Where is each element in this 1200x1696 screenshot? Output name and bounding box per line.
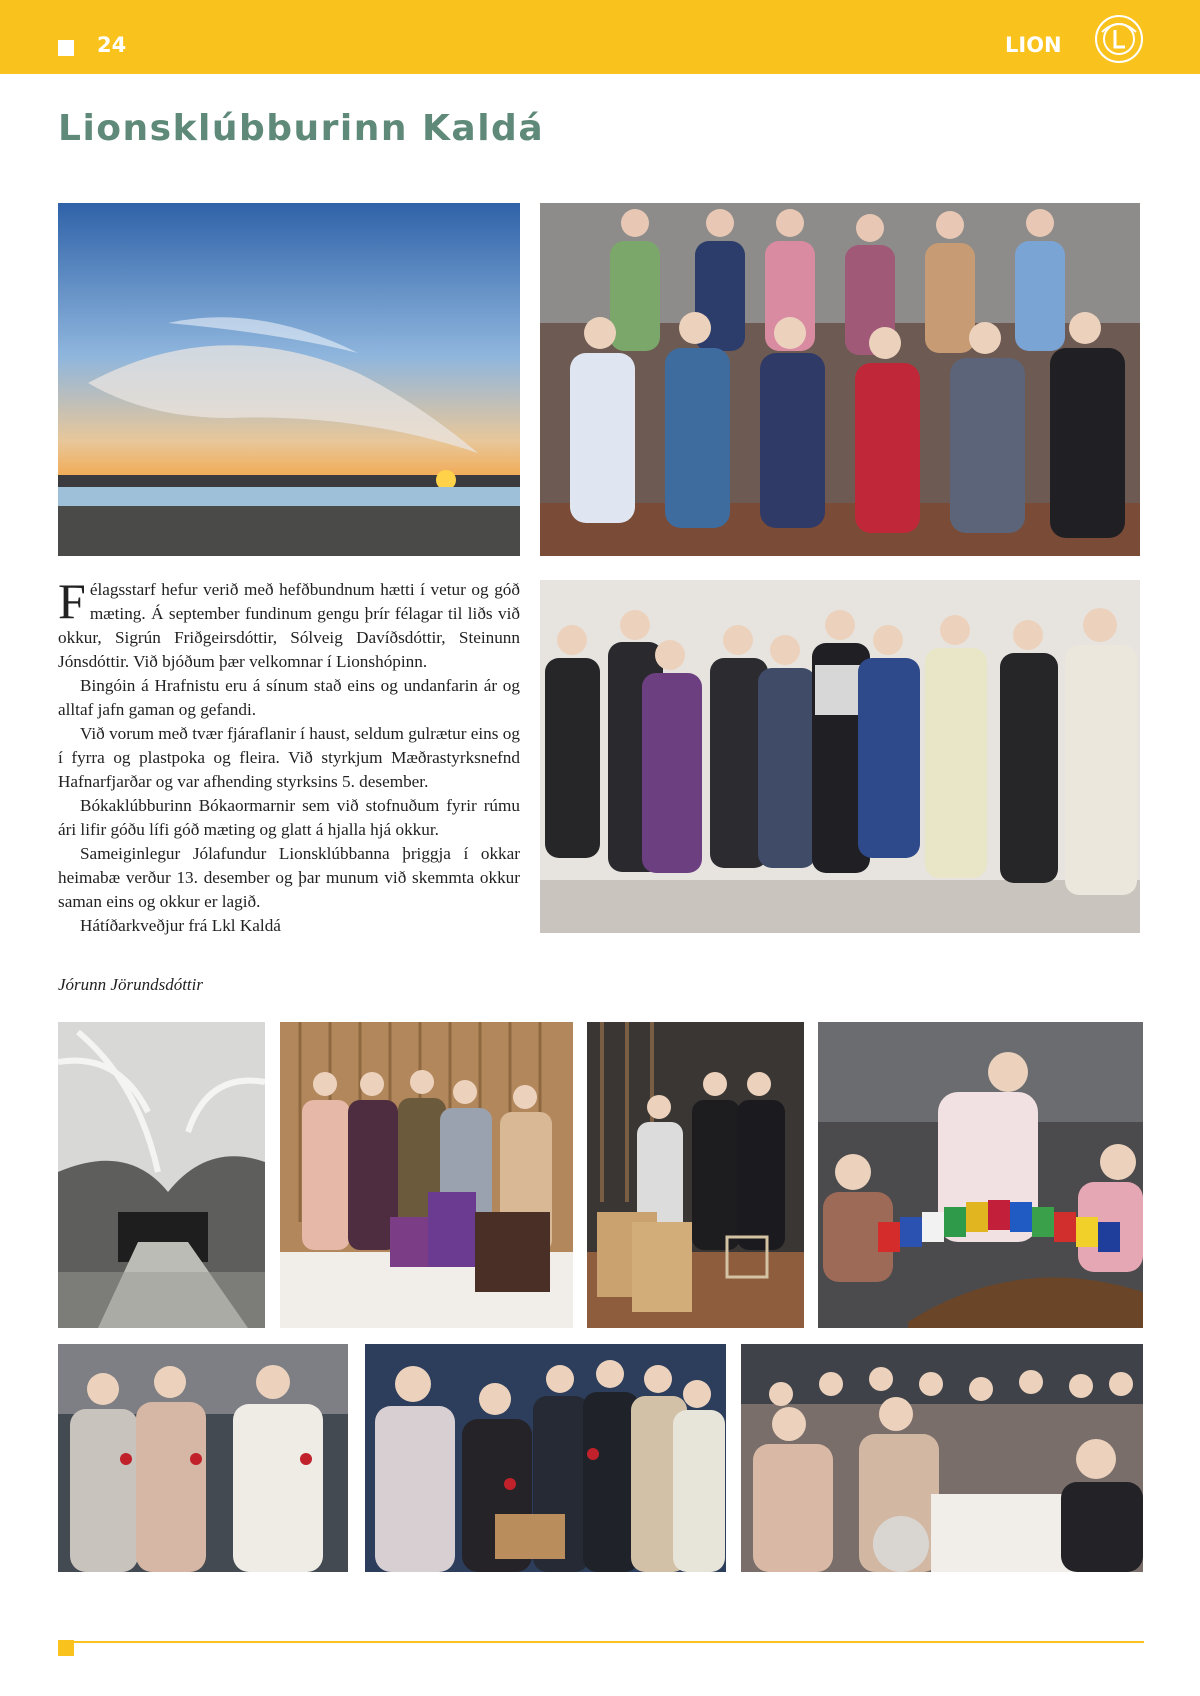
paragraph-text: élagsstarf hefur verið með hefðbundnum hætti í vetur og góð mæting. Á september fundinum gengu þrír félagar til liðs við okkur, Sigrún Friðgeirsdóttir, Sólveig Davíðsdóttir, Steinunn Jónsdóttir. Við bjóðum þær velkomnar í Lionshópinn. (58, 580, 520, 671)
article-body (58, 573, 520, 938)
article-paragraph: Hátíðarkveðjur frá Lkl Kaldá (80, 916, 281, 935)
photo-group-indoor-gift (540, 580, 1140, 933)
article-author: Jórunn Jörundsdóttir (58, 975, 203, 994)
dropcap-letter: F (58, 573, 86, 629)
photo-dinner-gathering (741, 1344, 1143, 1572)
photo-flags-table (818, 1022, 1143, 1328)
photo-group-candy (280, 1022, 573, 1328)
photo-group-roses (365, 1344, 726, 1572)
page-number: 24 (97, 33, 127, 57)
article-paragraph: Bingóin á Hrafnistu eru á sínum stað eins og undanfarin ár og alltaf jafn gaman og gefandi. (58, 676, 520, 719)
footer-rule (58, 1641, 1144, 1643)
photo-group-bags (587, 1022, 804, 1328)
photo-sunset (58, 203, 520, 556)
magazine-title: LION (1005, 33, 1062, 57)
header-square-marker (58, 40, 74, 56)
page-header (0, 0, 1200, 74)
article-paragraph (58, 573, 520, 674)
article-paragraph: Við vorum með tvær fjáraflanir í haust, seldum gulrætur eins og í fyrra og plastpoka og fleira. Við styrkjum Mæðrastyrksnefnd Hafnarfjarðar og var afhending styrksins 5. desember. (58, 724, 520, 791)
photo-group-porch (540, 203, 1140, 556)
article-title: Lionsklúbburinn Kaldá (58, 108, 545, 149)
article-paragraph: Sameiginlegur Jólafundur Lionsklúbbanna þriggja í okkar heimabæ verður 13. desember og þar munum við skemmta okkur saman eins og okkur er lagið. (58, 844, 520, 911)
lions-clubs-emblem-icon (1094, 14, 1144, 64)
photo-three-women-roses (58, 1344, 348, 1572)
article-paragraph: Bókaklúbburinn Bókaormarnir sem við stofnuðum fyrir rúmu ári lifir góðu lífi góð mæting og glatt á hjalla hjá okkur. (58, 796, 520, 839)
photo-snowy-path (58, 1022, 265, 1328)
footer-square-marker (58, 1640, 74, 1656)
